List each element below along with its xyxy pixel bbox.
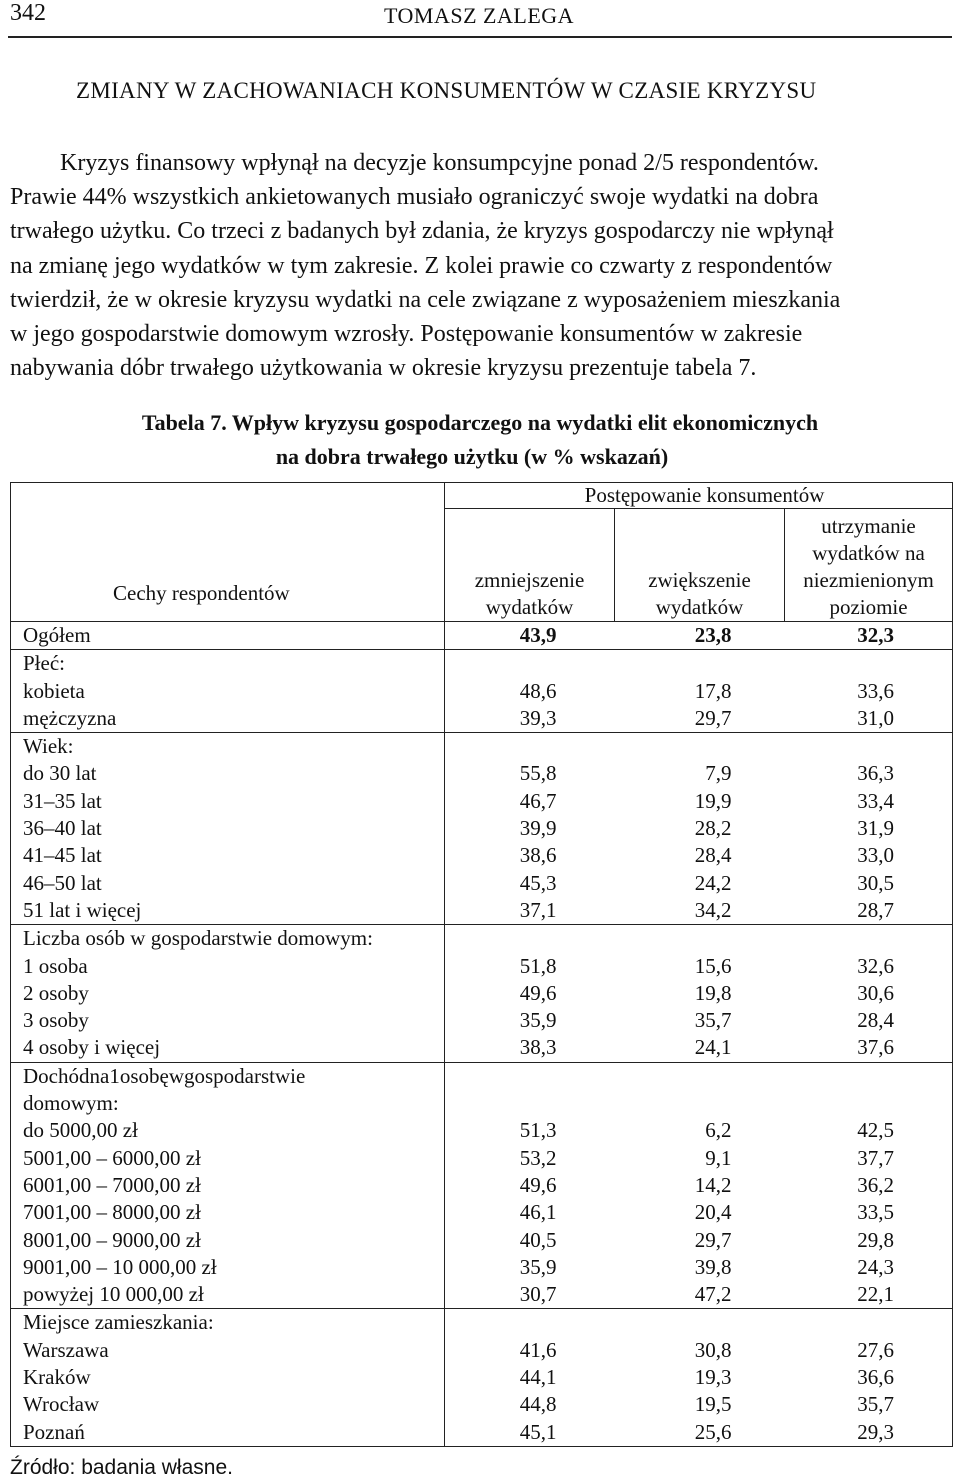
cell-value: 49,6 xyxy=(519,1172,557,1197)
table-cell xyxy=(445,1281,615,1309)
stub-header: Cechy respondentów xyxy=(11,483,445,622)
row-label: 9001,00 – 10 000,00 zł xyxy=(11,1254,445,1281)
group-header: Postępowanie konsumentów xyxy=(445,483,953,509)
table-row xyxy=(11,1227,953,1254)
paragraph-line: w jego gospodarstwie domowym wzrosły. Postępowanie konsumentów w zakresie xyxy=(10,321,803,348)
row-label: 3 osoby xyxy=(11,1007,445,1034)
cell-value: 19,5 xyxy=(694,1392,732,1417)
table-cell xyxy=(615,870,785,897)
table-cell xyxy=(445,705,615,733)
cell-value: 6,2 xyxy=(705,1118,732,1143)
cell-value: 35,7 xyxy=(694,1008,732,1033)
row-label: do 30 lat xyxy=(11,760,445,787)
row-label: 51 lat i więcej xyxy=(11,897,445,925)
row-label: Ogółem xyxy=(11,622,445,650)
table-cell xyxy=(615,1227,785,1254)
results-table xyxy=(10,482,953,1447)
table-row xyxy=(11,897,953,925)
cell-value: 25,6 xyxy=(694,1419,732,1444)
cell-value: 23,8 xyxy=(694,623,732,647)
cell-value: 15,6 xyxy=(694,953,732,978)
table-cell xyxy=(615,1034,785,1062)
row-label: do 5000,00 zł xyxy=(11,1117,445,1144)
table-cell xyxy=(615,1281,785,1309)
table-cell xyxy=(445,1199,615,1226)
cell-value: 33,5 xyxy=(857,1200,895,1225)
table-row xyxy=(11,815,953,842)
cell-value: 38,3 xyxy=(519,1035,557,1060)
table-caption-line2: na dobra trwałego użytku (w % wskazań) xyxy=(275,444,669,469)
cell-value: 39,8 xyxy=(694,1254,732,1279)
cell-value: 51,3 xyxy=(519,1118,557,1143)
table-cell xyxy=(785,1337,953,1364)
empty-cell xyxy=(615,733,785,761)
table-row xyxy=(11,1172,953,1199)
cell-value: 35,9 xyxy=(519,1008,557,1033)
group-title-row xyxy=(11,925,953,953)
paragraph-line: Prawie 44% wszystkich ankietowanych musiało ograniczyć swoje wydatki na dobra xyxy=(10,184,819,211)
cell-value: 39,9 xyxy=(519,816,557,841)
cell-value: 27,6 xyxy=(857,1337,895,1362)
group-title-word: na xyxy=(89,1063,110,1088)
table-cell xyxy=(615,678,785,705)
cell-value: 30,7 xyxy=(519,1282,557,1307)
table-row xyxy=(11,870,953,897)
column-header xyxy=(445,509,615,622)
table-row xyxy=(11,1145,953,1172)
table-cell xyxy=(615,897,785,925)
table-cell xyxy=(445,897,615,925)
table-cell xyxy=(445,1145,615,1172)
cell-value: 20,4 xyxy=(694,1200,732,1225)
cell-value: 38,6 xyxy=(519,843,557,868)
table-cell xyxy=(785,897,953,925)
empty-cell xyxy=(445,1309,615,1337)
group-title-word: w xyxy=(168,1063,184,1088)
page-header xyxy=(8,0,952,38)
cell-value: 35,7 xyxy=(857,1392,895,1417)
cell-value: 34,2 xyxy=(694,897,732,922)
table-cell xyxy=(445,815,615,842)
row-label: 31–35 lat xyxy=(11,788,445,815)
cell-value: 22,1 xyxy=(857,1282,895,1307)
cell-value: 24,3 xyxy=(857,1254,895,1279)
table-cell xyxy=(785,953,953,980)
table-cell xyxy=(445,1172,615,1199)
section-title: ZMIANY W ZACHOWANIACH KONSUMENTÓW W CZASIE KRYZYSU xyxy=(76,78,817,103)
column-header-line: utrzymanie xyxy=(821,514,916,538)
cell-value: 33,0 xyxy=(857,843,895,868)
table-cell xyxy=(785,1034,953,1062)
table-row xyxy=(11,760,953,787)
cell-value: 31,9 xyxy=(857,816,895,841)
table-cell xyxy=(615,705,785,733)
cell-value: 41,6 xyxy=(519,1337,557,1362)
group-title: Miejsce zamieszkania: xyxy=(11,1309,445,1337)
table-cell xyxy=(445,1364,615,1391)
cell-value: 33,4 xyxy=(857,788,895,813)
cell-value: 35,9 xyxy=(519,1254,557,1279)
paragraph-line: nabywania dóbr trwałego użytkowania w okresie kryzysu prezentuje tabela 7. xyxy=(10,355,757,382)
column-header-line: wydatków na xyxy=(812,541,925,565)
cell-value: 29,8 xyxy=(857,1227,895,1252)
table-cell xyxy=(615,1254,785,1281)
table-cell xyxy=(445,1254,615,1281)
group-title-word: osobę xyxy=(119,1063,169,1088)
table-cell xyxy=(785,842,953,869)
table-cell xyxy=(785,1281,953,1309)
cell-value: 36,3 xyxy=(857,761,895,786)
column-header xyxy=(615,509,785,622)
cell-value: 30,8 xyxy=(694,1337,732,1362)
table-cell xyxy=(445,980,615,1007)
row-label: Wrocław xyxy=(11,1391,445,1418)
cell-value: 39,3 xyxy=(519,705,557,730)
table-row xyxy=(11,953,953,980)
paragraph-line: Kryzys finansowy wpłynął na decyzje konsumpcyjne ponad 2/5 respondentów. xyxy=(60,150,819,176)
table-row xyxy=(11,1364,953,1391)
table-cell xyxy=(615,842,785,869)
table-row xyxy=(11,1391,953,1418)
table-cell xyxy=(445,788,615,815)
table-cell xyxy=(445,1117,615,1144)
row-label: 36–40 lat xyxy=(11,815,445,842)
column-header-line: poziomie xyxy=(829,595,908,619)
row-label: 5001,00 – 6000,00 zł xyxy=(11,1145,445,1172)
table-cell xyxy=(615,815,785,842)
cell-value: 28,4 xyxy=(857,1008,895,1033)
cell-value: 32,3 xyxy=(857,623,895,647)
group-title-line xyxy=(23,1063,444,1090)
paragraph-line: na zmianę jego wydatków w tym zakresie. Z kolei prawie co czwarty z respondentów xyxy=(10,252,833,279)
empty-cell xyxy=(445,650,615,678)
table-row xyxy=(11,622,953,650)
cell-value: 14,2 xyxy=(694,1172,732,1197)
empty-cell xyxy=(785,925,953,953)
empty-cell xyxy=(785,1062,953,1117)
empty-cell xyxy=(615,650,785,678)
table-row xyxy=(11,1117,953,1144)
group-title-row xyxy=(11,650,953,678)
group-title-word: 1 xyxy=(109,1063,120,1088)
cell-value: 42,5 xyxy=(857,1118,895,1143)
table-row xyxy=(11,705,953,733)
cell-value: 37,1 xyxy=(519,897,557,922)
cell-value: 37,7 xyxy=(857,1145,895,1170)
table-cell xyxy=(785,1007,953,1034)
table-cell xyxy=(445,622,615,650)
table-cell xyxy=(785,1227,953,1254)
table-cell xyxy=(615,1117,785,1144)
cell-value: 29,3 xyxy=(857,1419,895,1444)
table-cell xyxy=(615,1145,785,1172)
table-cell xyxy=(445,760,615,787)
cell-value: 30,6 xyxy=(857,980,895,1005)
cell-value: 44,1 xyxy=(519,1365,557,1390)
cell-value: 30,5 xyxy=(857,870,895,895)
cell-value: 19,9 xyxy=(694,788,732,813)
table-cell xyxy=(615,1337,785,1364)
table-cell xyxy=(785,622,953,650)
table-row xyxy=(11,842,953,869)
group-title: Płeć: xyxy=(11,650,445,678)
table-cell xyxy=(615,1364,785,1391)
group-title-row xyxy=(11,1062,953,1117)
table-cell xyxy=(615,760,785,787)
column-header-line: zwiększenie xyxy=(648,568,751,592)
cell-value: 28,7 xyxy=(857,897,895,922)
cell-value: 29,7 xyxy=(694,1227,732,1252)
column-header-line: wydatków xyxy=(485,595,574,619)
cell-value: 55,8 xyxy=(519,761,557,786)
cell-value: 17,8 xyxy=(694,678,732,703)
group-title xyxy=(11,1062,445,1117)
cell-value: 47,2 xyxy=(694,1282,732,1307)
empty-cell xyxy=(615,1062,785,1117)
row-label: Kraków xyxy=(11,1364,445,1391)
table-cell xyxy=(785,1254,953,1281)
cell-value: 24,1 xyxy=(694,1035,732,1060)
table-cell xyxy=(445,953,615,980)
cell-value: 33,6 xyxy=(857,678,895,703)
empty-cell xyxy=(785,650,953,678)
row-label: mężczyzna xyxy=(11,705,445,733)
cell-value: 45,1 xyxy=(519,1419,557,1444)
row-label: 41–45 lat xyxy=(11,842,445,869)
row-label: 46–50 lat xyxy=(11,870,445,897)
table-cell xyxy=(785,705,953,733)
body-paragraph xyxy=(10,146,952,385)
cell-value: 37,6 xyxy=(857,1035,895,1060)
group-title: Liczba osób w gospodarstwie domowym: xyxy=(11,925,445,953)
table-cell xyxy=(615,1007,785,1034)
table-cell xyxy=(615,1172,785,1199)
column-header xyxy=(785,509,953,622)
table-cell xyxy=(785,1364,953,1391)
table-row xyxy=(11,1254,953,1281)
cell-value: 19,3 xyxy=(694,1365,732,1390)
table-cell xyxy=(785,980,953,1007)
table-row xyxy=(11,1007,953,1034)
group-title-row xyxy=(11,733,953,761)
cell-value: 29,7 xyxy=(694,705,732,730)
group-title-line: domowym: xyxy=(23,1091,119,1116)
cell-value: 43,9 xyxy=(519,623,557,647)
table-cell xyxy=(785,870,953,897)
row-label: 6001,00 – 7000,00 zł xyxy=(11,1172,445,1199)
table-cell xyxy=(615,953,785,980)
table-cell xyxy=(445,1337,615,1364)
empty-cell xyxy=(445,733,615,761)
table-cell xyxy=(445,1227,615,1254)
table-cell xyxy=(785,1145,953,1172)
table-row xyxy=(11,1199,953,1226)
table-cell xyxy=(615,980,785,1007)
table-cell xyxy=(785,788,953,815)
empty-cell xyxy=(615,925,785,953)
row-label: Poznań xyxy=(11,1419,445,1447)
table-cell xyxy=(785,1391,953,1418)
table-cell xyxy=(615,1419,785,1447)
running-head: TOMASZ ZALEGA xyxy=(384,3,575,28)
column-header-line: zmniejszenie xyxy=(474,568,585,592)
row-label: 1 osoba xyxy=(11,953,445,980)
cell-value: 46,1 xyxy=(519,1200,557,1225)
group-title-row xyxy=(11,1309,953,1337)
table-row xyxy=(11,1034,953,1062)
cell-value: 36,2 xyxy=(857,1172,895,1197)
table-cell xyxy=(785,1172,953,1199)
cell-value: 46,7 xyxy=(519,788,557,813)
column-header-line: niezmienionym xyxy=(803,568,934,592)
row-label: Warszawa xyxy=(11,1337,445,1364)
table-row xyxy=(11,788,953,815)
table-cell xyxy=(445,1391,615,1418)
row-label: powyżej 10 000,00 zł xyxy=(11,1281,445,1309)
empty-cell xyxy=(445,925,615,953)
cell-value: 49,6 xyxy=(519,980,557,1005)
cell-value: 9,1 xyxy=(705,1145,732,1170)
cell-value: 51,8 xyxy=(519,953,557,978)
cell-value: 28,2 xyxy=(694,816,732,841)
table-cell xyxy=(445,678,615,705)
page-number: 342 xyxy=(10,0,46,26)
group-title: Wiek: xyxy=(11,733,445,761)
row-label: 4 osoby i więcej xyxy=(11,1034,445,1062)
cell-value: 19,8 xyxy=(694,980,732,1005)
row-label: kobieta xyxy=(11,678,445,705)
cell-value: 48,6 xyxy=(519,678,557,703)
column-header-line: wydatków xyxy=(655,595,744,619)
table-cell xyxy=(615,622,785,650)
cell-value: 53,2 xyxy=(519,1145,557,1170)
table-cell xyxy=(785,815,953,842)
empty-cell xyxy=(615,1309,785,1337)
empty-cell xyxy=(445,1062,615,1117)
table-cell xyxy=(445,1007,615,1034)
cell-value: 45,3 xyxy=(519,870,557,895)
table-cell xyxy=(615,1199,785,1226)
table-cell xyxy=(785,760,953,787)
table-cell xyxy=(785,1419,953,1447)
cell-value: 36,6 xyxy=(857,1365,895,1390)
table-cell xyxy=(445,1419,615,1447)
table-cell xyxy=(785,1199,953,1226)
row-label: 8001,00 – 9000,00 zł xyxy=(11,1227,445,1254)
table-row xyxy=(11,678,953,705)
cell-value: 32,6 xyxy=(857,953,895,978)
empty-cell xyxy=(785,1309,953,1337)
cell-value: 7,9 xyxy=(705,761,732,786)
paragraph-line: twierdził, że w okresie kryzysu wydatki na cele związane z wyposażeniem mieszkania xyxy=(10,286,841,313)
row-label: 2 osoby xyxy=(11,980,445,1007)
table-cell xyxy=(615,1391,785,1418)
empty-cell xyxy=(785,733,953,761)
table-cell xyxy=(785,678,953,705)
table-caption: Tabela 7. Wpływ kryzysu gospodarczego na wydatki elit ekonomicznych xyxy=(141,410,819,435)
row-label: 7001,00 – 8000,00 zł xyxy=(11,1199,445,1226)
cell-value: 40,5 xyxy=(519,1227,557,1252)
group-title-word: gospodarstwie xyxy=(184,1063,306,1088)
table-cell xyxy=(615,788,785,815)
group-title-word: Dochód xyxy=(23,1063,90,1088)
source-note: Źródło: badania własne. xyxy=(10,1456,233,1479)
cell-value: 24,2 xyxy=(694,870,732,895)
table-row xyxy=(11,980,953,1007)
table-cell xyxy=(445,842,615,869)
table-row xyxy=(11,1337,953,1364)
table-row xyxy=(11,1419,953,1447)
paragraph-line: trwałego użytku. Co trzeci z badanych był zdania, że kryzys gospodarczy nie wpłynął xyxy=(10,218,834,245)
table-row xyxy=(11,1281,953,1309)
table-cell xyxy=(445,1034,615,1062)
cell-value: 44,8 xyxy=(519,1392,557,1417)
table-cell xyxy=(445,870,615,897)
cell-value: 31,0 xyxy=(857,705,895,730)
table-cell xyxy=(785,1117,953,1144)
cell-value: 28,4 xyxy=(694,843,732,868)
